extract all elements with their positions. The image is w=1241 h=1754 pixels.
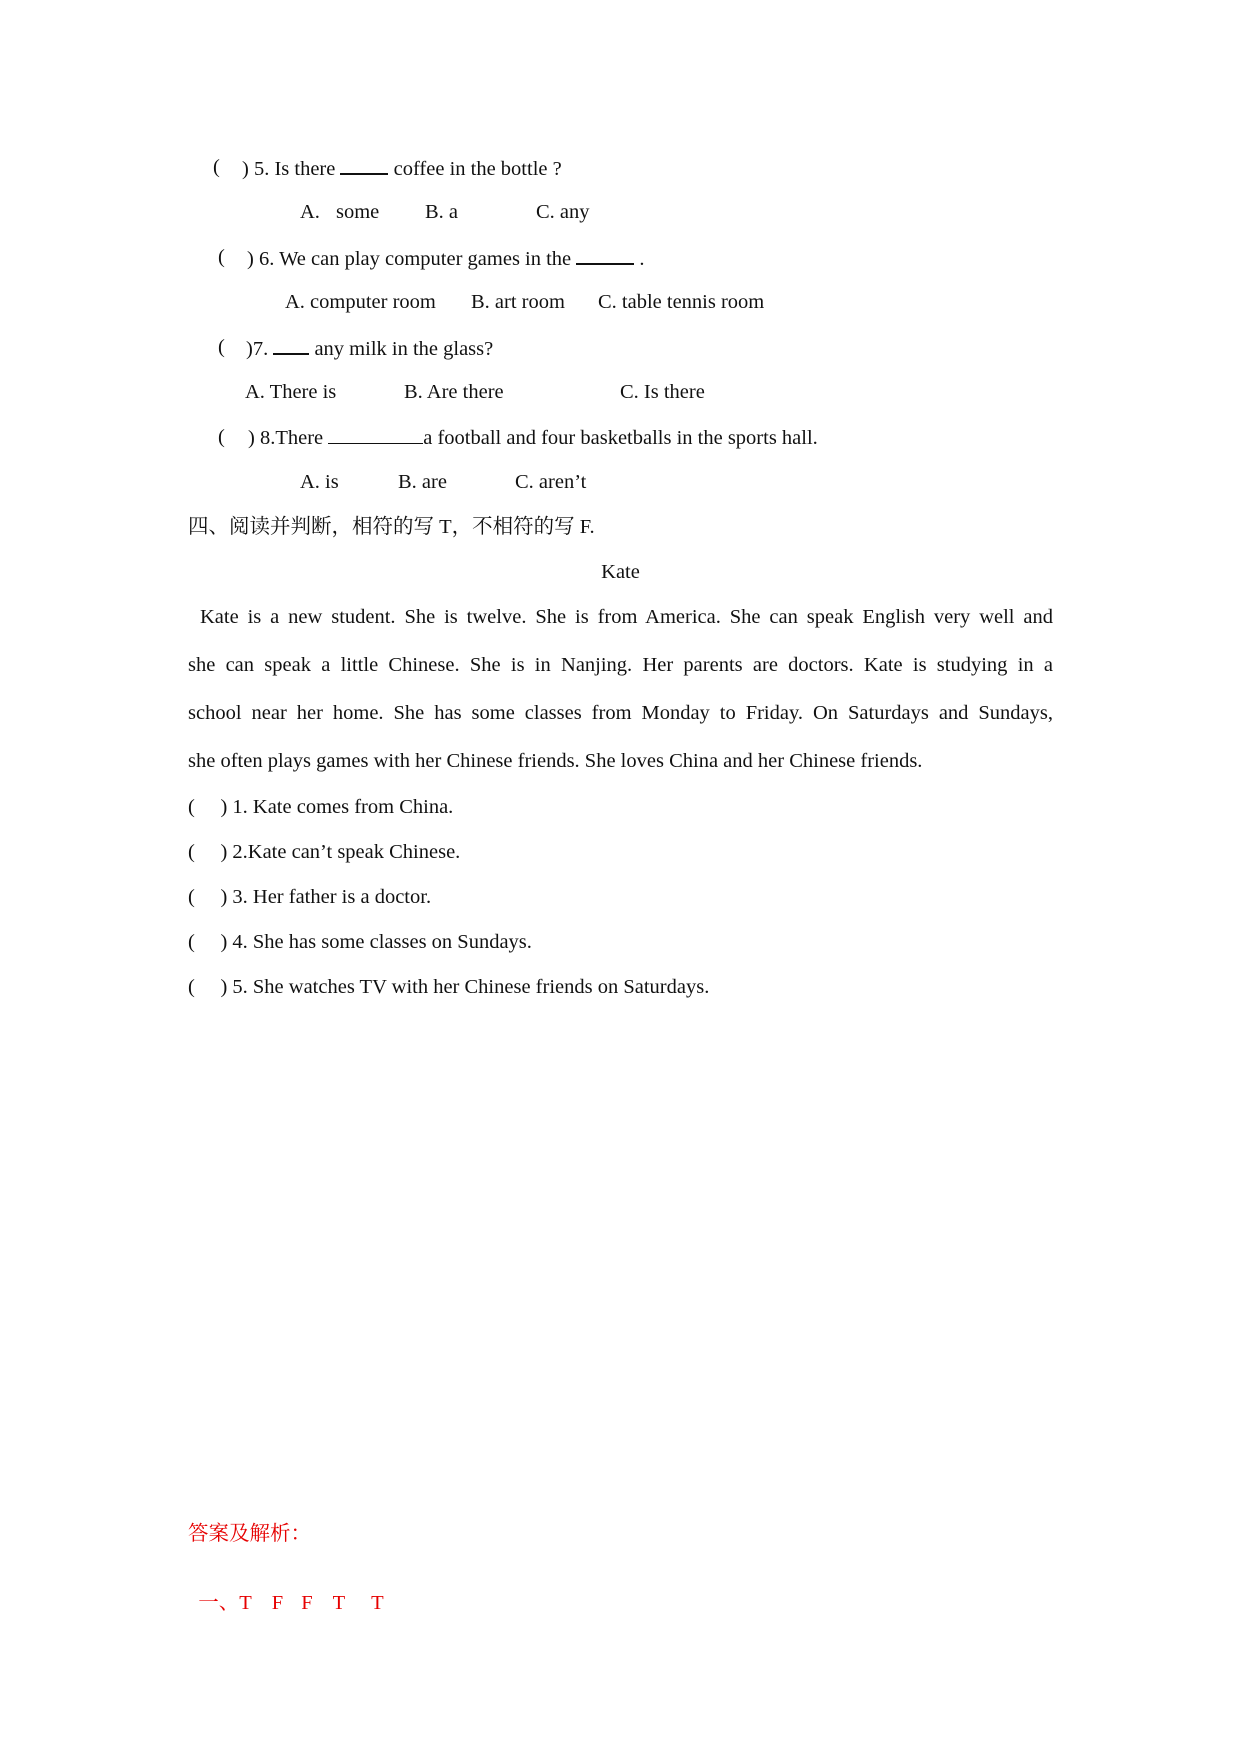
q7-blank bbox=[273, 335, 309, 355]
answers-line-1 bbox=[188, 1567, 384, 1615]
q8-paren-open: ( bbox=[218, 426, 225, 448]
q7-option-a: A. There is bbox=[245, 381, 337, 403]
answer-1: T bbox=[239, 1592, 252, 1614]
q6-blank bbox=[576, 245, 634, 265]
q6-option-a: A. computer room bbox=[285, 291, 436, 313]
passage-line-3: school near her home. She has some classes from Monday to Friday. On Saturdays and Sundays, bbox=[188, 702, 1053, 724]
q8-blank bbox=[328, 425, 423, 444]
q5-paren-open: ( bbox=[213, 156, 220, 178]
statement-1: ( ) 1. Kate comes from China. bbox=[188, 796, 454, 818]
q8-option-c: C. aren’t bbox=[515, 471, 587, 493]
answers-heading: 答案及解析： bbox=[188, 1523, 311, 1545]
q8-stem bbox=[248, 425, 818, 450]
statement-3: ( ) 3. Her father is a doctor. bbox=[188, 886, 432, 908]
q8-stem-text: ) 8.There bbox=[248, 427, 324, 449]
q7-num: )7. bbox=[246, 338, 269, 360]
q5-stem-text: ) 5. Is there bbox=[242, 158, 336, 180]
q6-end: . bbox=[639, 248, 645, 270]
q7-rest: any milk in the glass? bbox=[314, 338, 494, 360]
answer-4: T bbox=[332, 1592, 346, 1614]
q8-rest: a football and four basketballs in the sports hall. bbox=[423, 427, 818, 449]
q8-option-a: A. is bbox=[300, 471, 339, 493]
q6-option-c: C. table tennis room bbox=[598, 291, 765, 313]
statement-5: ( ) 5. She watches TV with her Chinese friends on Saturdays. bbox=[188, 976, 710, 998]
q7-option-c: C. Is there bbox=[620, 381, 705, 403]
q5-rest: coffee in the bottle ? bbox=[393, 158, 562, 180]
q6-stem bbox=[247, 245, 645, 271]
q7-paren-open: ( bbox=[218, 336, 225, 358]
q7-stem bbox=[246, 335, 493, 361]
passage-line-2: she can speak a little Chinese. She is in Nanjing. Her parents are doctors. Kate is studying in a bbox=[188, 654, 1053, 676]
q7-option-b: B. Are there bbox=[404, 381, 504, 403]
passage-line-4: she often plays games with her Chinese friends. She loves China and her Chinese friends. bbox=[188, 750, 923, 772]
section4-heading: 四、阅读并判断，相符的写 T，不相符的写 F. bbox=[188, 516, 595, 538]
q5-option-a-letter: A. bbox=[300, 201, 320, 223]
q5-option-b: B. a bbox=[425, 201, 459, 223]
q6-option-b: B. art room bbox=[471, 291, 565, 313]
answer-5: T bbox=[371, 1592, 384, 1614]
answer-2: F bbox=[271, 1592, 284, 1614]
q5-blank bbox=[340, 155, 388, 175]
statement-2: ( ) 2.Kate can’t speak Chinese. bbox=[188, 841, 461, 863]
q5-stem bbox=[242, 155, 562, 181]
q5-option-c: C. any bbox=[536, 201, 590, 223]
q6-stem-text: ) 6. We can play computer games in the bbox=[247, 248, 572, 270]
passage-line-1: Kate is a new student. She is twelve. She is from America. She can speak English very well and bbox=[200, 606, 1053, 628]
q6-paren-open: ( bbox=[218, 246, 225, 268]
q8-option-b: B. are bbox=[398, 471, 447, 493]
answer-3: F bbox=[301, 1592, 313, 1614]
statement-4: ( ) 4. She has some classes on Sundays. bbox=[188, 931, 532, 953]
q5-option-a-word: some bbox=[336, 201, 380, 223]
answers-line-1-prefix: 一、 bbox=[198, 1592, 240, 1614]
passage-title: Kate bbox=[601, 561, 640, 583]
